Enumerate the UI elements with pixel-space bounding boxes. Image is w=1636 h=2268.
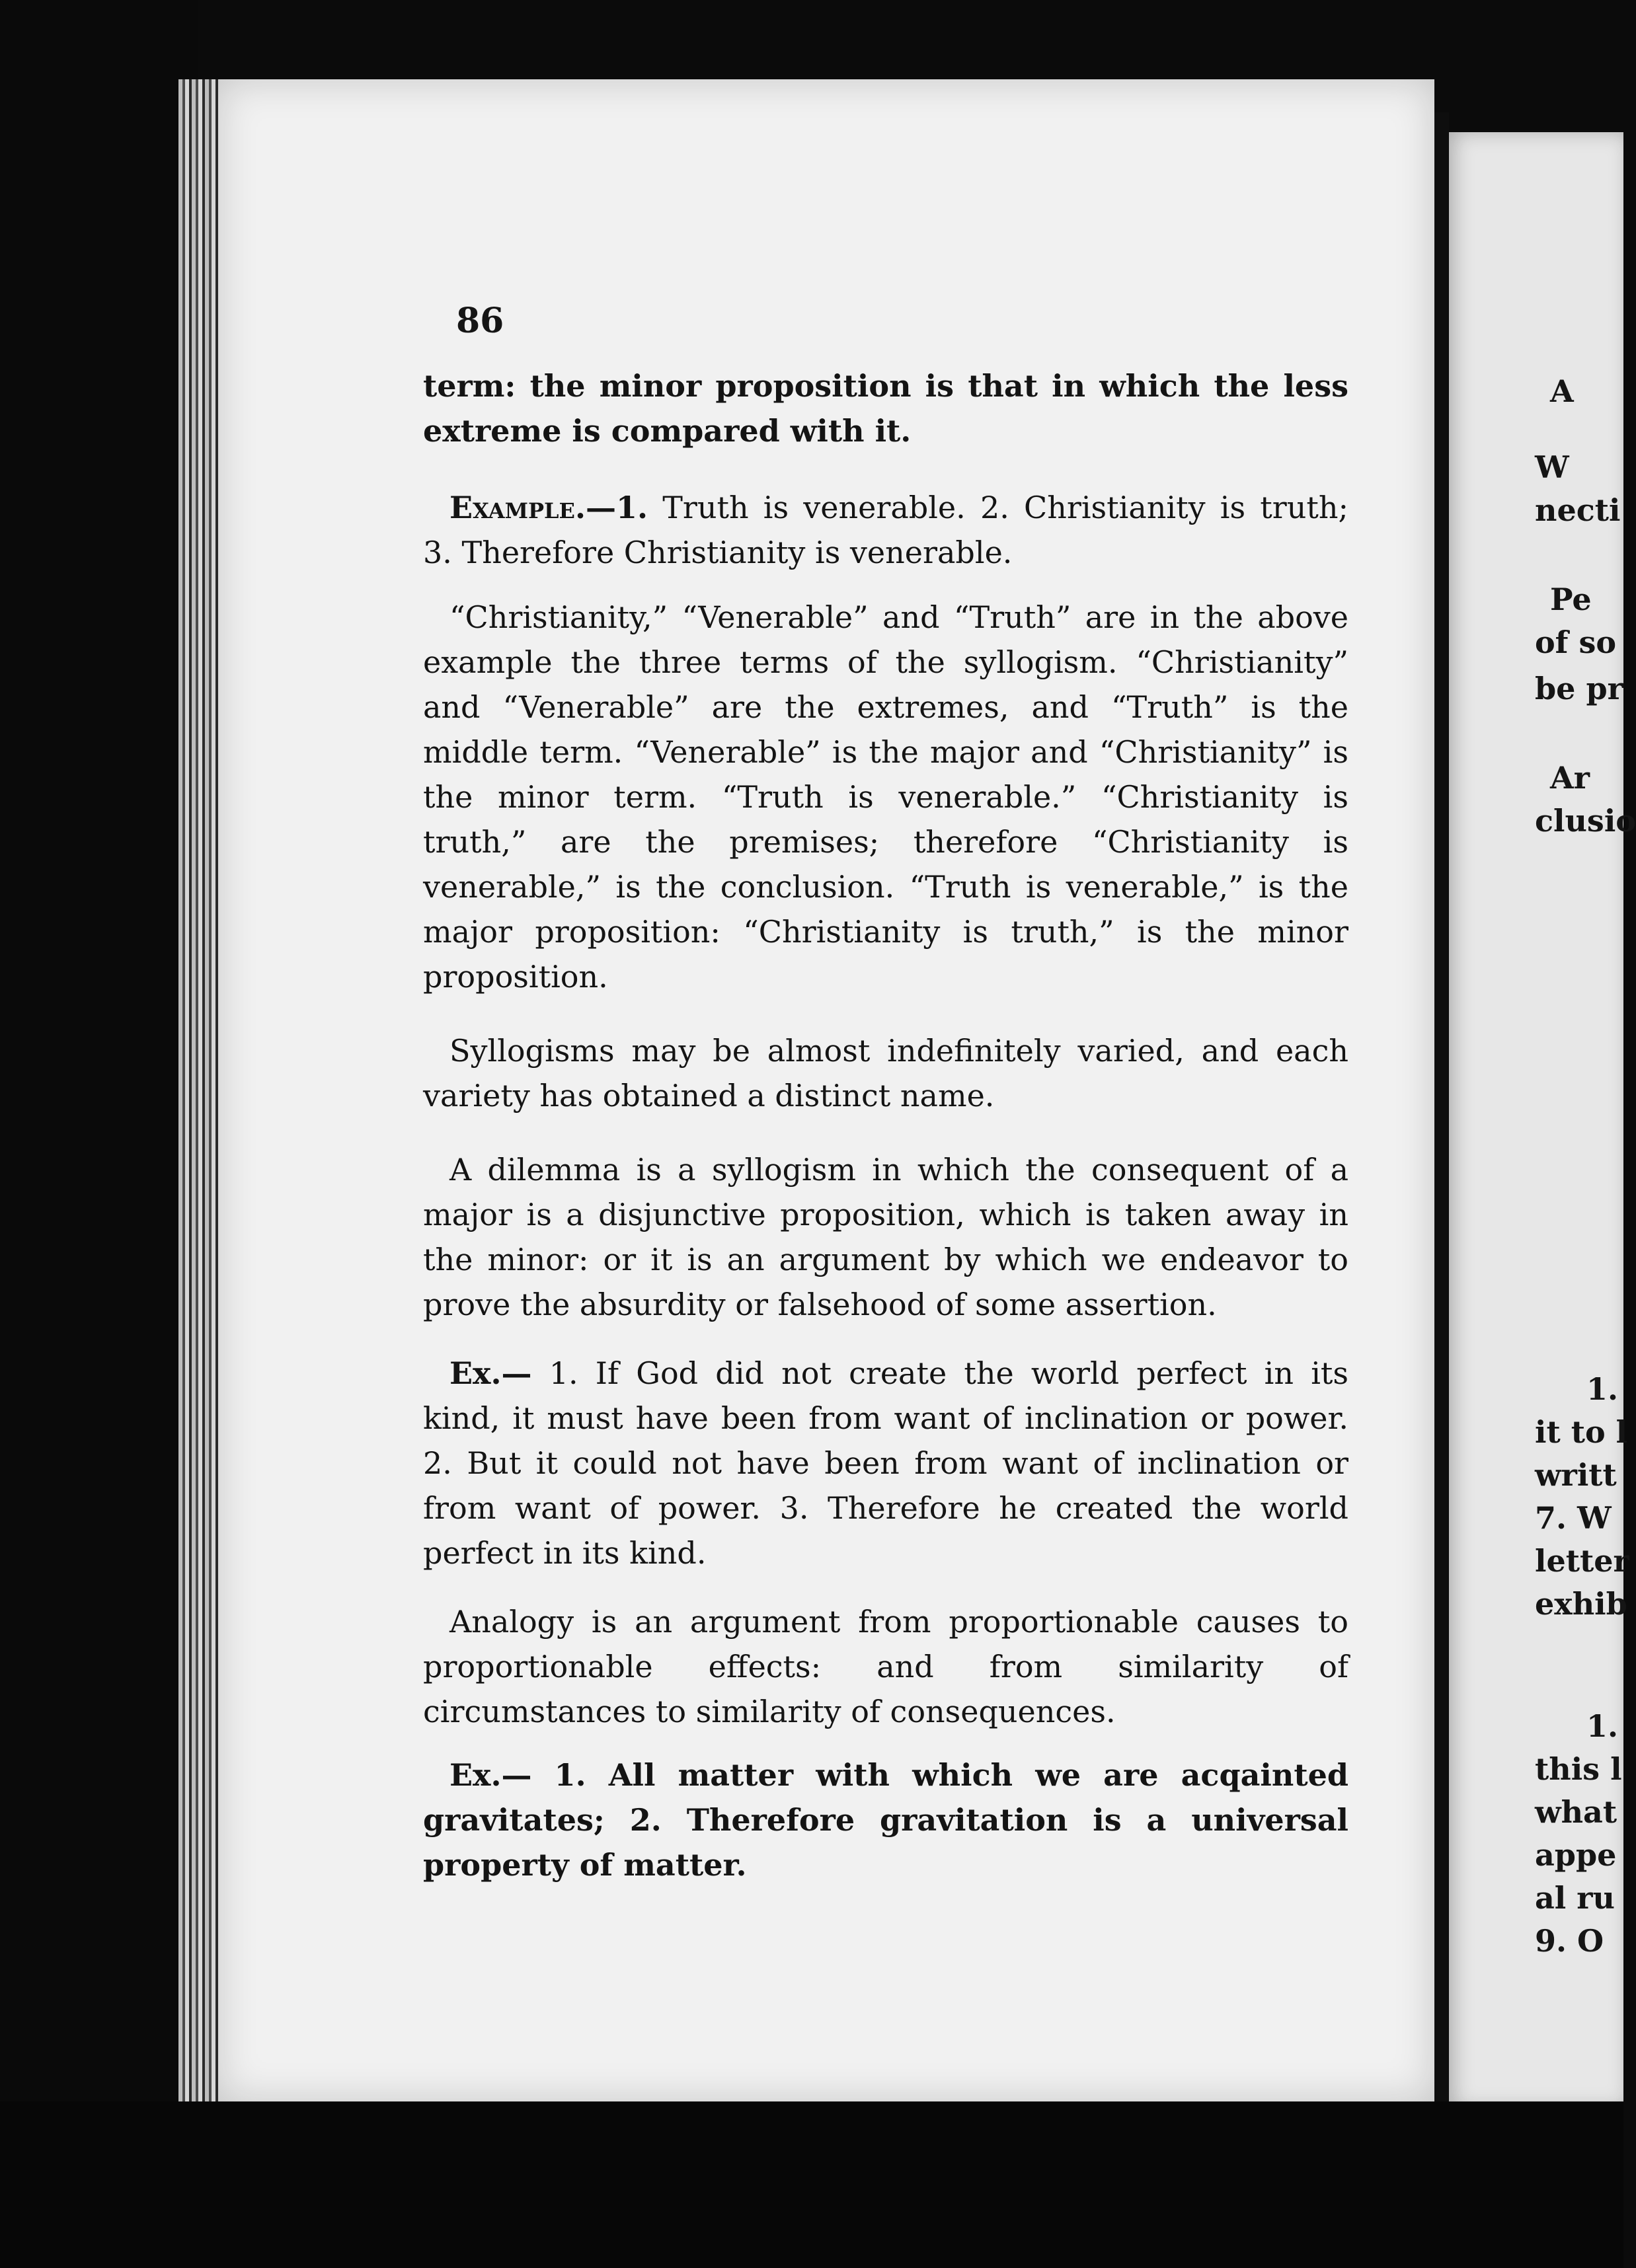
paragraph-minor-proposition	[423, 363, 1348, 453]
paragraph-text: 1. If God did not create the world perfect in its kind, it must have been from want of inclination or power. 2. But it could not have been from want of inclination or from want of power. 3. Therefore he created the world perfect in its kind.	[423, 1355, 1348, 1571]
facing-page-line: what	[1535, 1794, 1617, 1830]
paragraph-text: 1. All matter with which we are acqainted gravitates; 2. Therefore gravitation is a universal property of matter.	[423, 1757, 1349, 1883]
paragraph-text: Syllogisms may be almost indefinitely varied, and each variety has obtained a distinct name.	[423, 1033, 1348, 1114]
paragraph-terms-explanation	[423, 595, 1348, 999]
facing-page-line: clusio	[1535, 803, 1636, 839]
paragraph-text: A dilemma is a syllogism in which the consequent of a major is a disjunctive proposition, which is taken away in the minor: or it is an argument by which we endeavor to prove the absurdity or falsehood of some assertion.	[423, 1152, 1348, 1322]
example-label: Example.—	[449, 490, 616, 525]
paragraph-text: term: the minor proposition is that in which the less extreme is compared with it.	[423, 368, 1348, 449]
paragraph-analogy	[423, 1599, 1348, 1734]
paragraph-text: Truth is venerable. 2. Christianity is truth; 3. Therefore Christianity is venerable.	[423, 490, 1348, 570]
facing-page-line: appe	[1535, 1837, 1617, 1873]
facing-page-line: A	[1550, 373, 1574, 409]
example-number: 1.	[615, 490, 648, 525]
facing-page-line: necti	[1535, 492, 1621, 528]
facing-page-line: 1.	[1586, 1371, 1619, 1407]
paragraph-text: “Christianity,” “Venerable” and “Truth” are in the above example the three terms of the syllogism. “Christianity” and “Venerable” are the extremes, and “Truth” is the middle term. “Venerable” is the major and “Christianity” is the minor term. “Truth is venerable.” “Christianity is truth,” are the premises; therefore “Christianity is venerable,” is the conclusion. “Truth is venerable,” is the major proposition: “Christianity is truth,” is the minor proposition.	[423, 599, 1348, 995]
facing-page-line: 1.	[1586, 1708, 1619, 1744]
paragraph-syllogisms-varied	[423, 1028, 1348, 1118]
ex-label: Ex.—	[449, 1757, 532, 1793]
paragraph-dilemma-example	[423, 1351, 1348, 1575]
facing-page-line: al ru	[1535, 1880, 1615, 1916]
facing-page-line: 7. W	[1535, 1500, 1612, 1536]
page-number: 86	[456, 301, 504, 341]
paragraph-text: Analogy is an argument from proportionable causes to proportionable effects: and from similarity of circumstances to similarity of consequences.	[423, 1604, 1348, 1729]
ex-label: Ex.—	[449, 1355, 532, 1391]
scan-left-border	[0, 0, 198, 2268]
facing-page-line: letter	[1535, 1543, 1629, 1579]
book-gutter	[1434, 112, 1449, 2108]
paragraph-dilemma	[423, 1147, 1348, 1327]
facing-page-line: writt	[1535, 1457, 1617, 1493]
scan-bottom-border	[0, 2101, 1623, 2268]
facing-page-line: be pr	[1535, 671, 1623, 706]
facing-page-line: of so	[1535, 624, 1617, 660]
paragraph-analogy-example	[423, 1753, 1348, 1887]
paragraph-example	[423, 485, 1348, 575]
facing-page-line: it to l	[1535, 1414, 1628, 1450]
facing-page-line: Pe	[1550, 582, 1592, 617]
facing-page-line: exhib	[1535, 1586, 1627, 1622]
facing-page-line: 9. O	[1535, 1923, 1604, 1959]
facing-page-line: W	[1535, 449, 1569, 485]
facing-page-line: this l	[1535, 1751, 1622, 1787]
facing-page-line: Ar	[1550, 760, 1590, 796]
main-text-column	[423, 291, 1348, 1887]
